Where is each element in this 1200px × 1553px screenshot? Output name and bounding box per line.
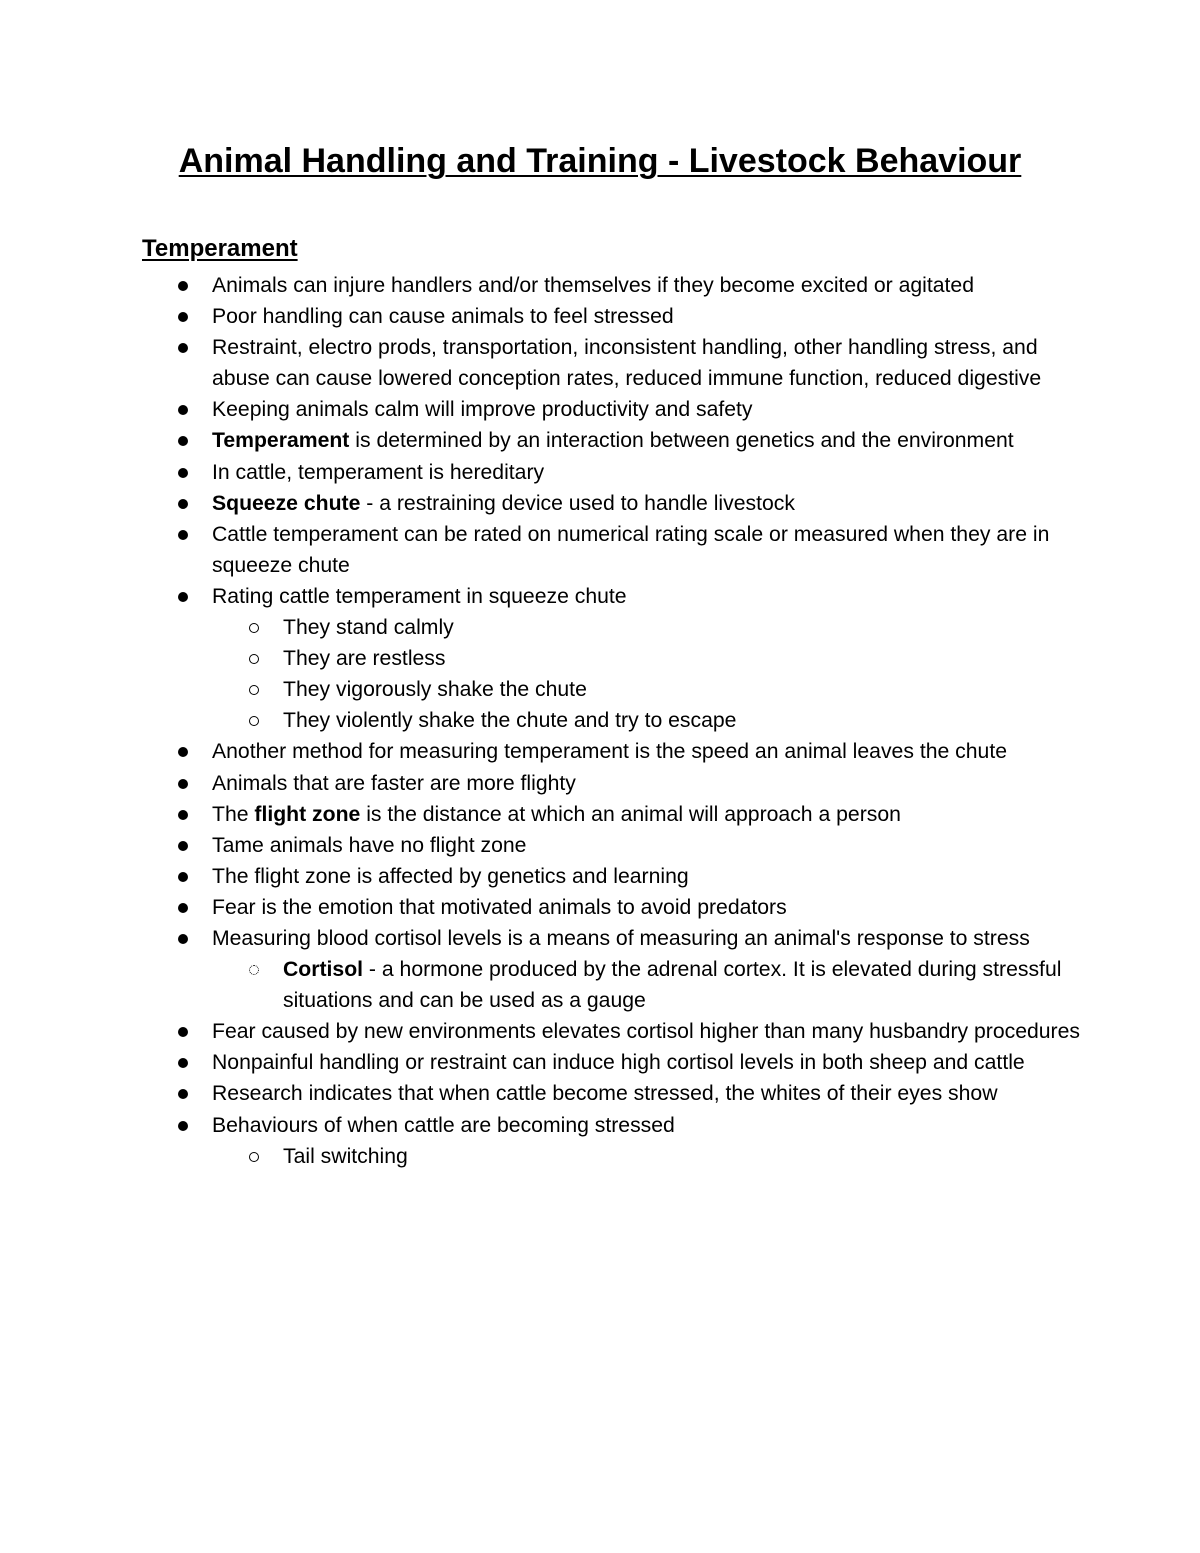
item-text: Measuring blood cortisol levels is a means of measuring an animal's response to stress xyxy=(212,926,1030,950)
item-text: Behaviours of when cattle are becoming stressed xyxy=(212,1113,675,1137)
bullet-icon xyxy=(178,1027,188,1037)
bullet-icon xyxy=(178,872,188,882)
list-item xyxy=(0,892,1200,923)
item-text: Poor handling can cause animals to feel stressed xyxy=(212,305,674,329)
bullet-icon xyxy=(178,499,188,509)
item-text: Animals that are faster are more flighty xyxy=(212,771,576,795)
list-item xyxy=(0,768,1200,799)
list-item xyxy=(0,519,1200,581)
list-item xyxy=(0,830,1200,861)
bullet-icon xyxy=(178,1121,188,1131)
document-title: Animal Handling and Training - Livestock Behaviour xyxy=(178,142,1022,180)
sub-list-item xyxy=(0,1141,1200,1172)
item-text: Keeping animals calm will improve productivity and safety xyxy=(212,398,753,422)
hollow-bullet-icon xyxy=(249,1152,259,1162)
bullet-icon xyxy=(178,841,188,851)
list-item xyxy=(0,1110,1200,1141)
item-text: They are restless xyxy=(283,647,446,671)
bullet-icon xyxy=(178,468,188,478)
bullet-icon xyxy=(178,281,188,291)
item-prefix-text: The xyxy=(212,802,255,826)
item-text: Restraint, electro prods, transportation, inconsistent handling, other handling stress, and abuse can cause lowered conception rates, reduced immune function, reduced digestive xyxy=(212,336,1042,391)
list-item xyxy=(0,488,1200,519)
list-item xyxy=(0,1016,1200,1047)
item-text: Research indicates that when cattle become stressed, the whites of their eyes show xyxy=(212,1082,998,1106)
bullet-icon xyxy=(178,312,188,322)
bullet-icon xyxy=(178,405,188,415)
bullet-icon xyxy=(178,810,188,820)
list-item xyxy=(0,332,1200,394)
item-text: Tail switching xyxy=(283,1144,408,1168)
list-item xyxy=(0,581,1200,612)
hollow-bullet-icon xyxy=(249,965,259,975)
item-text: They stand calmly xyxy=(283,616,454,640)
item-text: is the distance at which an animal will approach a person xyxy=(360,802,901,826)
item-text: Rating cattle temperament in squeeze chute xyxy=(212,584,627,608)
item-term: flight zone xyxy=(254,802,361,826)
list-item xyxy=(0,923,1200,954)
section-heading: Temperament xyxy=(142,235,298,262)
bullet-icon xyxy=(178,436,188,446)
list-item xyxy=(0,799,1200,830)
item-text: The flight zone is affected by genetics and learning xyxy=(212,864,689,888)
item-text: Fear caused by new environments elevates cortisol higher than many husbandry procedures xyxy=(212,1020,1080,1044)
bullet-icon xyxy=(178,934,188,944)
item-text: Tame animals have no flight zone xyxy=(212,833,527,857)
list-item xyxy=(0,270,1200,301)
item-text: Cattle temperament can be rated on numerical rating scale or measured when they are in squeeze chute xyxy=(212,522,1050,577)
item-text: is determined by an interaction between genetics and the environment xyxy=(349,429,1014,453)
list-item xyxy=(0,301,1200,332)
bullet-list xyxy=(0,270,1200,1172)
bullet-icon xyxy=(178,747,188,757)
list-item xyxy=(0,861,1200,892)
bullet-icon xyxy=(178,343,188,353)
bullet-icon xyxy=(178,779,188,789)
item-text: Animals can injure handlers and/or themselves if they become excited or agitated xyxy=(212,274,974,297)
hollow-bullet-icon xyxy=(249,654,259,664)
sub-list-item xyxy=(0,705,1200,736)
list-item xyxy=(0,1047,1200,1078)
hollow-bullet-icon xyxy=(249,685,259,695)
list-item xyxy=(0,394,1200,425)
item-term: Cortisol xyxy=(283,958,364,982)
list-item xyxy=(0,736,1200,767)
item-text: They violently shake the chute and try to escape xyxy=(283,709,737,733)
item-text: - a hormone produced by the adrenal cortex. It is elevated during stressful situations and can be used as a gauge xyxy=(283,958,1062,1013)
item-text: Nonpainful handling or restraint can induce high cortisol levels in both sheep and cattle xyxy=(212,1051,1025,1075)
sub-list-item xyxy=(0,674,1200,705)
list-item xyxy=(0,425,1200,456)
hollow-bullet-icon xyxy=(249,623,259,633)
bullet-icon xyxy=(178,592,188,602)
bullet-icon xyxy=(178,1058,188,1068)
item-text: They vigorously shake the chute xyxy=(283,678,587,702)
item-text: In cattle, temperament is hereditary xyxy=(212,460,545,484)
item-text: Fear is the emotion that motivated animals to avoid predators xyxy=(212,895,787,919)
item-text: Another method for measuring temperament is the speed an animal leaves the chute xyxy=(212,740,1007,764)
item-term: Squeeze chute xyxy=(212,491,361,515)
sub-list-item xyxy=(0,954,1200,1016)
list-item xyxy=(0,457,1200,488)
item-text: - a restraining device used to handle livestock xyxy=(360,491,795,515)
list-item xyxy=(0,1078,1200,1109)
bullet-icon xyxy=(178,1089,188,1099)
bullet-icon xyxy=(178,530,188,540)
hollow-bullet-icon xyxy=(249,716,259,726)
sub-list-item xyxy=(0,643,1200,674)
item-term: Temperament xyxy=(212,429,350,453)
sub-list-item xyxy=(0,612,1200,643)
bullet-icon xyxy=(178,903,188,913)
